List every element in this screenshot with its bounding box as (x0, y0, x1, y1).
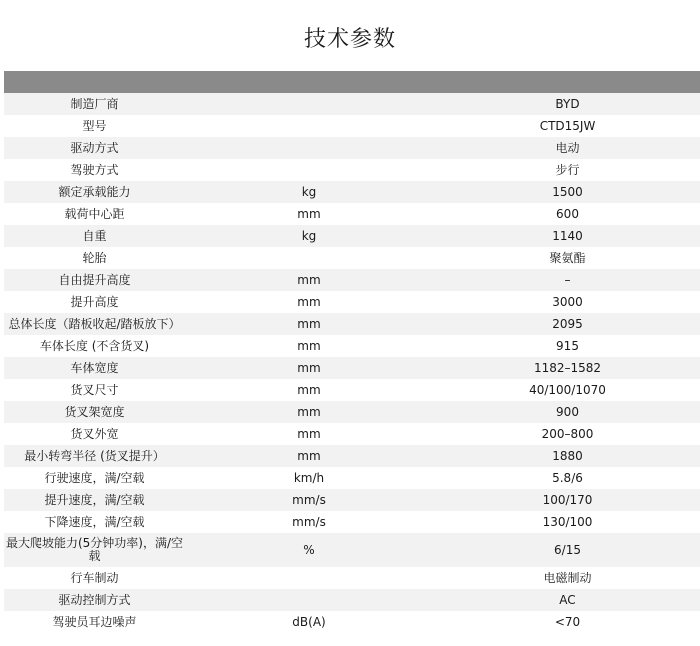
param-name: 自由提升高度 (58, 272, 131, 287)
param-unit: mm (297, 316, 321, 331)
param-name: 型号 (82, 118, 107, 133)
param-unit (185, 247, 435, 269)
param-value: CTD15JW (539, 118, 596, 133)
param-value: 2095 (552, 316, 583, 331)
param-unit: mm (297, 294, 321, 309)
param-unit (185, 589, 435, 611)
param-value: 6/15 (554, 542, 581, 557)
param-value: – (564, 272, 571, 287)
table-row (4, 225, 700, 247)
param-unit: mm (297, 448, 321, 463)
table-row (4, 379, 700, 401)
table-row (4, 401, 700, 423)
table-row (4, 137, 700, 159)
table-row (4, 589, 700, 611)
param-name: 行驶速度，满/空载 (44, 470, 145, 485)
param-name: 最小转弯半径 (货叉提升） (24, 448, 165, 463)
param-name: 载荷中心距 (64, 206, 125, 221)
param-value: 40/100/1070 (529, 382, 606, 397)
param-name: 下降速度，满/空载 (44, 514, 145, 529)
param-value: 100/170 (542, 492, 593, 507)
param-name: 货叉架宽度 (64, 404, 125, 419)
table-row (4, 115, 700, 137)
param-unit: dB(A) (292, 614, 326, 629)
param-value: 900 (556, 404, 579, 419)
param-unit: mm (297, 382, 321, 397)
table-row (4, 247, 700, 269)
param-unit: mm/s (292, 492, 326, 507)
param-unit: mm (297, 360, 321, 375)
page-title: 技术参数 (303, 27, 396, 52)
param-name: 提升高度 (70, 294, 119, 309)
param-name: 行车制动 (70, 570, 119, 585)
param-name: 驾驶员耳边噪声 (52, 614, 137, 629)
param-name: 自重 (82, 228, 107, 243)
table-row (4, 159, 700, 181)
param-value: <70 (554, 614, 581, 629)
param-unit (185, 159, 435, 181)
param-name: 驱动方式 (70, 140, 119, 155)
table-row (4, 181, 700, 203)
table-row (4, 423, 700, 445)
spec-table (4, 71, 700, 633)
table-row (4, 291, 700, 313)
param-unit: mm/s (292, 514, 326, 529)
param-value: 1182–1582 (533, 360, 602, 375)
param-value: 5.8/6 (552, 470, 583, 485)
table-row (4, 93, 700, 115)
param-unit: mm (297, 404, 321, 419)
param-unit: kg (301, 228, 317, 243)
param-unit: mm (297, 206, 321, 221)
header-cell (435, 71, 700, 93)
param-name: 车体宽度 (70, 360, 119, 375)
param-unit: % (303, 542, 315, 557)
param-value: 1880 (552, 448, 583, 463)
param-unit: kg (301, 184, 317, 199)
param-value: 电磁制动 (543, 570, 592, 585)
param-value: 1140 (552, 228, 583, 243)
param-name: 驾驶方式 (70, 162, 119, 177)
param-value: 200–800 (541, 426, 594, 441)
table-row (4, 335, 700, 357)
param-unit (185, 137, 435, 159)
param-name: 驱动控制方式 (58, 592, 131, 607)
param-name: 最大爬坡能力(5分钟功率)，满/空载 (5, 536, 184, 563)
table-row (4, 357, 700, 379)
param-name: 提升速度，满/空载 (44, 492, 145, 507)
param-unit: mm (297, 272, 321, 287)
table-row (4, 567, 700, 589)
header-cell (4, 71, 185, 93)
header-cell (185, 71, 435, 93)
param-value: 1500 (552, 184, 583, 199)
table-header-bar (4, 71, 700, 93)
param-name: 额定承载能力 (58, 184, 131, 199)
param-value: BYD (555, 96, 580, 111)
table-row (4, 511, 700, 533)
param-unit: mm (297, 426, 321, 441)
table-row (4, 313, 700, 335)
param-value: 600 (556, 206, 579, 221)
table-row (4, 445, 700, 467)
param-name: 总体长度（踏板收起/踏板放下） (8, 316, 181, 331)
param-value: 电动 (555, 140, 580, 155)
param-unit: km/h (293, 470, 325, 485)
param-value: 915 (556, 338, 579, 353)
param-name: 制造厂商 (70, 96, 119, 111)
param-unit (185, 93, 435, 115)
param-unit (185, 115, 435, 137)
param-unit (185, 567, 435, 589)
table-row (4, 203, 700, 225)
param-value: AC (559, 592, 576, 607)
param-value: 聚氨酯 (549, 250, 586, 265)
param-name: 货叉尺寸 (70, 382, 119, 397)
param-name: 车体长度 (不含货叉) (39, 338, 150, 353)
param-value: 130/100 (542, 514, 593, 529)
table-row (4, 489, 700, 511)
table-row (4, 467, 700, 489)
table-row (4, 269, 700, 291)
param-value: 3000 (552, 294, 583, 309)
param-unit: mm (297, 338, 321, 353)
param-name: 货叉外宽 (70, 426, 119, 441)
param-name: 轮胎 (82, 250, 107, 265)
param-value: 步行 (555, 162, 580, 177)
table-row (4, 611, 700, 633)
table-row (4, 533, 700, 567)
